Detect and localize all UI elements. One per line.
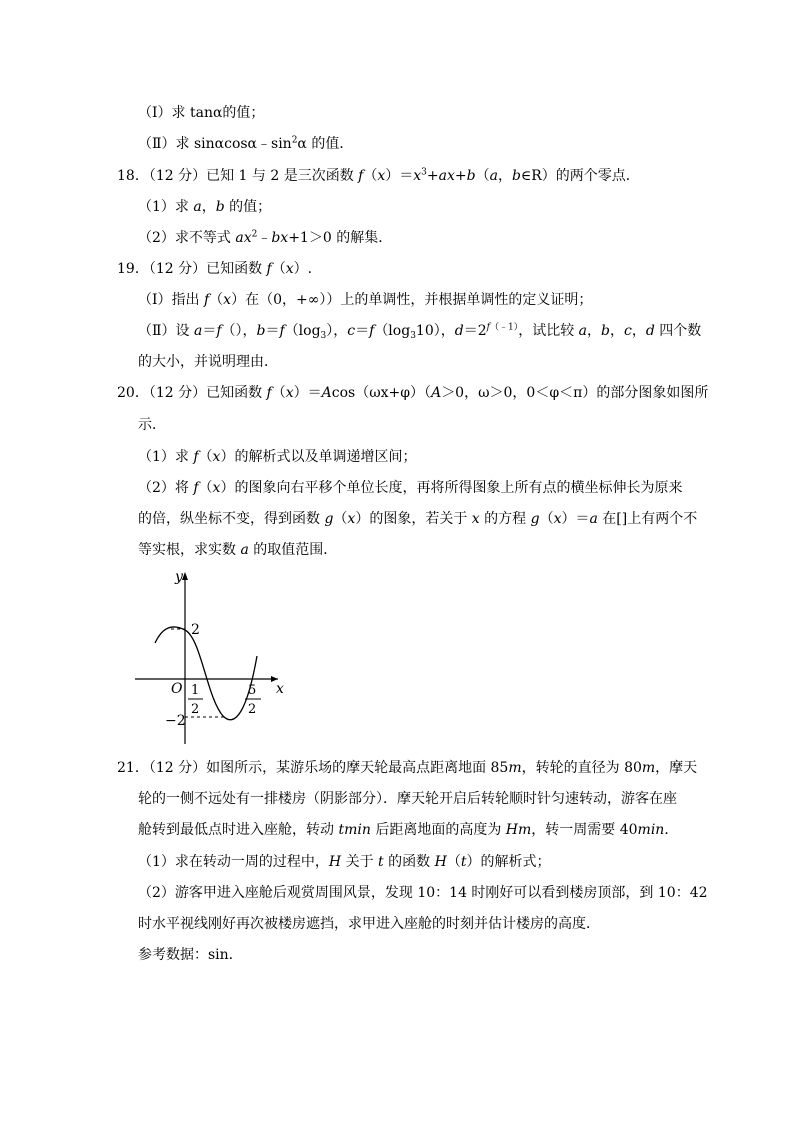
q20-part1: （1）求 f（x）的解析式以及单调递增区间； (138, 449, 417, 465)
q19-part2-cont: 的大小，并说明理由． (138, 354, 278, 370)
y-max-label: 2 (191, 622, 200, 638)
frac-half-den: 2 (191, 702, 200, 717)
x-axis-label: x (276, 681, 284, 697)
q18-stem: 18．（12 分）已知 1 与 2 是三次函数 $f(x)=x^3+ax+b(a$，b∈R）的两个零点． (117, 167, 640, 184)
function-graph (135, 568, 295, 746)
q20-part2-cont: 的倍，纵坐标不变，得到函数 g（x）的图象，若关于 x 的方程 g（x）＝a 在[]上有两个不 (138, 511, 698, 527)
q21-stem-line3: 舱转到最低点时进入座舱，转动 tmin 后距离地面的高度为 Hm，转一周需要 40min． (138, 822, 679, 838)
frac-five-half-num: 5 (248, 683, 257, 698)
frac-half-num: 1 (191, 683, 200, 698)
q18-part2: （2）求不等式 $ax^2﹣bx+1>0$ 的解集． (138, 229, 393, 246)
q19-part2: （Ⅱ）设 a＝f（），$b=f(\log_3)$，$c=f(\log_310)$，$d=2^{f(﹣1)}$，试比较 a，b，c，d 四个数 (138, 322, 702, 341)
q17-part2: （Ⅱ）求 $\sin\alpha\cos\alpha﹣\sin^2\alpha$ 的值． (138, 135, 354, 152)
origin-label: O (171, 681, 183, 697)
q18-part1: （1）求 a，b 的值； (138, 199, 272, 215)
q19-stem: 19．（12 分）已知函数 f（x）. (117, 261, 313, 277)
q19-part1: （Ⅰ）指出 f（x）在（0，+∞））上的单调性，并根据单调性的定义证明； (138, 292, 593, 308)
q20-stem: 20．（12 分）已知函数 f（x）＝Acos（ωx+φ）（A＞0，ω＞0，0＜φ＜π）的部分图象如图所 (117, 385, 709, 401)
q20-part2-end: 等实根，求实数 a 的取值范围． (138, 542, 338, 558)
q20-part2: （2）将 f（x）的图象向右平移个单位长度，再将所得图象上所有点的横坐标伸长为原来 (138, 480, 683, 496)
q21-reference-data: 参考数据：sin． (138, 947, 243, 963)
y-axis-label: y (175, 569, 183, 585)
q21-part2-cont: 时水平视线刚好再次被楼房遮挡，求甲进入座舱的时刻并估计楼房的高度． (138, 916, 600, 932)
frac-five-half-den: 2 (248, 702, 257, 717)
q20-stem-cont: 示． (138, 417, 166, 433)
q21-stem-line2: 轮的一侧不远处有一排楼房（阴影部分）．摩天轮开启后转轮顺时针匀速转动，游客在座 (138, 791, 677, 807)
cosine-curve (155, 627, 257, 720)
y-min-label: −2 (165, 713, 186, 729)
q21-part1: （1）求在转动一周的过程中，H 关于 t 的函数 H（t）的解析式； (138, 854, 551, 870)
q17-part1: （Ⅰ）求 tanα的值； (138, 105, 265, 121)
q21-part2: （2）游客甲进入座舱后观赏周围风景，发现 10：14 时刚好可以看到楼房顶部，到 10：42 (138, 885, 708, 901)
q21-stem: 21．（12 分）如图所示，某游乐场的摩天轮最高点距离地面 85m，转轮的直径为 80m，摩天 (117, 760, 698, 776)
